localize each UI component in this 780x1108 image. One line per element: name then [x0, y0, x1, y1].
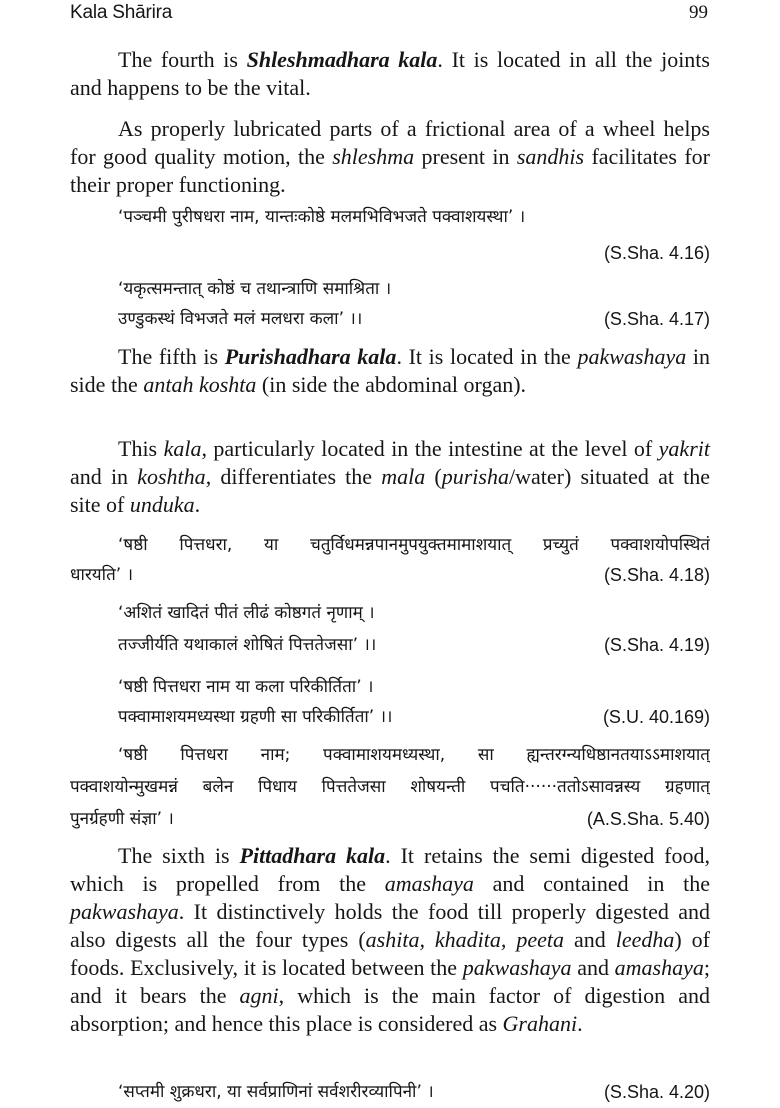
- verse-s-sha-4-18-line-2: धारयति’ । (S.Sha. 4.18): [70, 561, 710, 589]
- verse-s-sha-4-16: ‘पञ्चमी पुरीषधरा नाम, यान्तःकोष्ठे मलमभिविभजते पक्वाशयस्था’ ।: [118, 207, 526, 227]
- verse-s-sha-4-17-line-2: उण्डुकस्थं विभजते मलं मलधरा कला’ ।। (S.Sha. 4.17): [118, 305, 710, 333]
- paragraph-kala-intestine: This kala, particularly located in the intestine at the level of yakrit and in koshtha, differentiates the mala (purisha/water) situated at the site of unduka.: [70, 436, 710, 517]
- verse-s-sha-4-19-line-2: तज्जीर्यति यथाकालं शोषितं पित्ततेजसा’ ।। (S.Sha. 4.19): [118, 631, 710, 659]
- reference-s-u-40-169: (S.U. 40.169): [602, 707, 710, 727]
- reference-s-sha-4-17: (S.Sha. 4.17): [603, 309, 710, 329]
- page-number: 99: [689, 2, 708, 23]
- reference-s-sha-4-16: (S.Sha. 4.16): [603, 243, 710, 263]
- verse-s-u-40-169-line-2: पक्वामाशयमध्यस्था ग्रहणी सा परिकीर्तिता’ ।। (S.U. 40.169): [118, 703, 710, 731]
- paragraph-pittadhara: The sixth is Pittadhara kala. It retains the semi digested food, which is propelled from the amashaya and contained in the pakwashaya. It distinctively holds the food till properly digested and also digests all the four types (ashita, khadita, peeta and leedha) of foods. Exclusively, it is located between the pakwashaya and amashaya; and it bears the agni, which is the main factor of digestion and absorption; and hence this place is considered as Grahani.: [70, 843, 711, 1036]
- reference-s-sha-4-20: (S.Sha. 4.20): [603, 1082, 710, 1102]
- reference-a-s-sha-5-40: (A.S.Sha. 5.40): [586, 809, 710, 829]
- reference-s-sha-4-19: (S.Sha. 4.19): [603, 635, 710, 655]
- verse-s-sha-4-18-line-1: ‘षष्ठी पित्तधरा, या चतुर्विधमन्नपानमुपयुक्तमामाशयात् प्रच्युतं पक्वाशयोपस्थितं: [118, 535, 710, 555]
- verse-a-s-sha-5-40-line-1: ‘षष्ठी पित्तधरा नाम; पक्वामाशयमध्यस्था, सा ह्यन्तरग्न्यधिष्ठानतयाऽऽमाशयात्: [118, 745, 710, 765]
- verse-s-sha-4-20: ‘सप्तमी शुक्रधरा, या सर्वप्राणिनां सर्वशरीरव्यापिनी’ । (S.Sha. 4.20): [118, 1078, 710, 1106]
- verse-a-s-sha-5-40-line-3: पुनर्ग्रहणी संज्ञा’ । (A.S.Sha. 5.40): [70, 805, 710, 833]
- verse-a-s-sha-5-40-line-2: पक्वाशयोन्मुखमन्नं बलेन पिधाय पित्ततेजसा शोषयन्ती पचति······ततोऽसावन्नस्य ग्रहणात्: [70, 777, 710, 797]
- verse-s-sha-4-19-line-1: ‘अशितं खादितं पीतं लीढं कोष्ठगतं नृणाम् ।: [118, 603, 375, 623]
- page-header: [70, 2, 708, 26]
- paragraph-shleshmadhara: The fourth is Shleshmadhara kala. It is located in all the joints and happens to be the vital.: [70, 47, 710, 100]
- verse-s-sha-4-17-line-1: ‘यकृत्समन्तात् कोष्ठं च तथान्त्राणि समाश्रिता ।: [118, 279, 392, 299]
- paragraph-lubrication: As properly lubricated parts of a frictional area of a wheel helps for good quality motion, the shleshma present in sandhis facilitates for their proper functioning.: [70, 116, 710, 197]
- verse-s-u-40-169-line-1: ‘षष्ठी पित्तधरा नाम या कला परिकीर्तिता’ ।: [118, 677, 374, 697]
- paragraph-purishadhara: The fifth is Purishadhara kala. It is located in the pakwashaya in side the antah koshta (in side the abdominal organ).: [70, 344, 710, 397]
- running-title: Kala Shārira: [70, 2, 173, 23]
- reference-s-sha-4-18: (S.Sha. 4.18): [603, 565, 710, 585]
